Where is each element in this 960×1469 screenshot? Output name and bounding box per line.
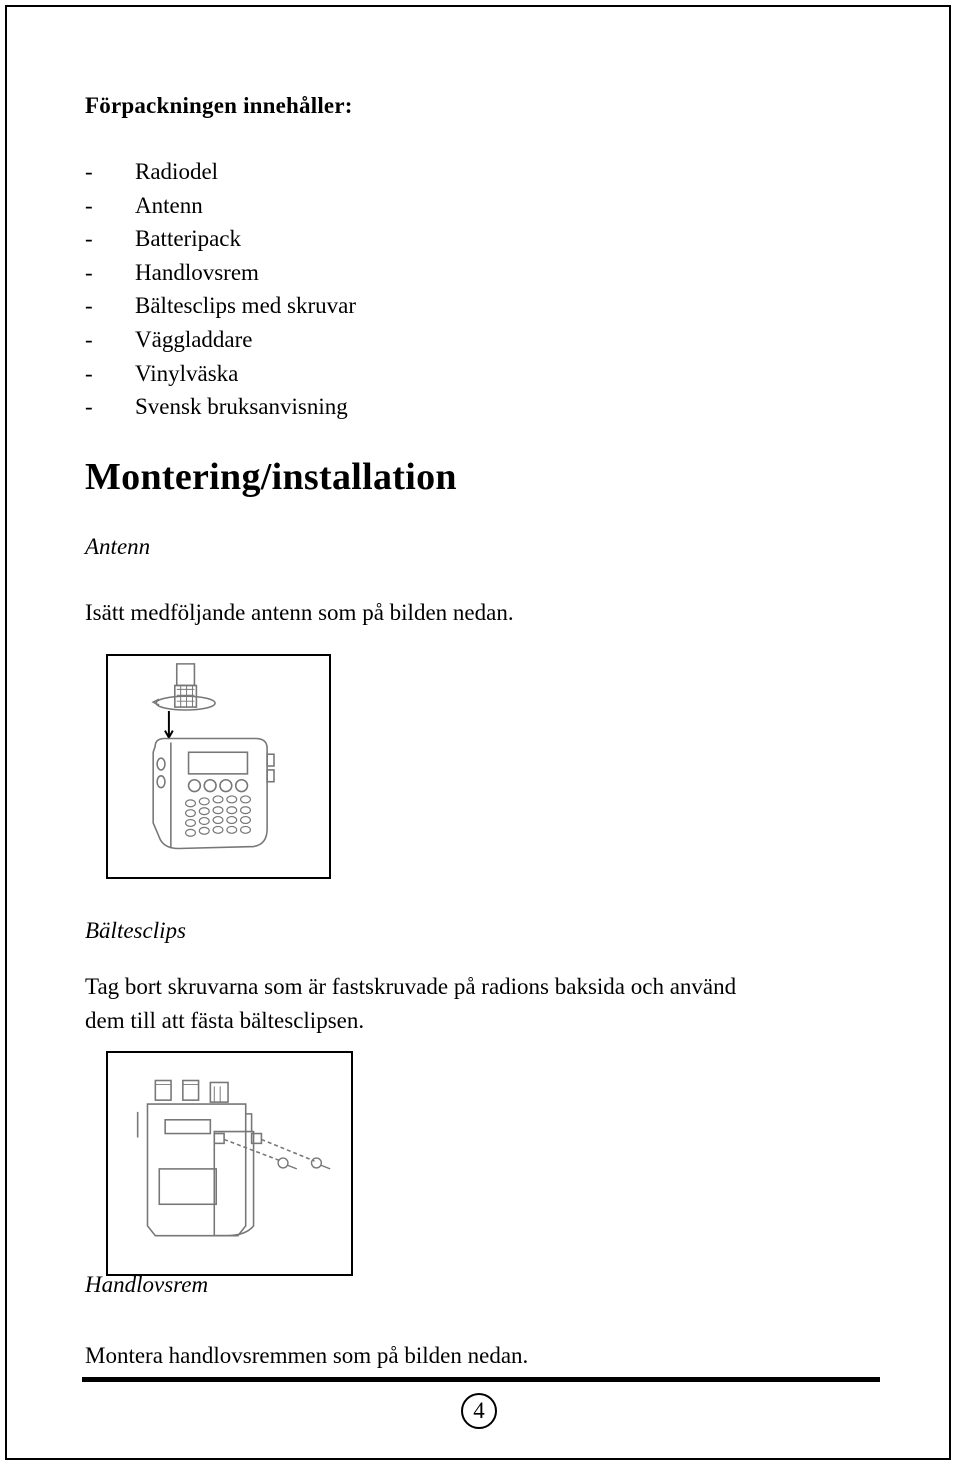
list-item (85, 222, 356, 256)
belt-clip-instruction-line1: Tag bort skruvarna som är fastskruvade på radions baksida och använd (85, 974, 737, 999)
package-contents-list (85, 155, 356, 424)
list-item (85, 323, 356, 357)
list-item-label: Vinylväska (135, 360, 239, 386)
wrist-strap-heading: Handlovsrem (85, 1272, 209, 1297)
list-item-label: Handlovsrem (135, 259, 259, 285)
list-item-label: Batteripack (135, 226, 242, 252)
belt-clip-instruction-line2: dem till att fästa bältesclipsen. (85, 1008, 365, 1033)
list-item-label: Svensk bruksanvisning (135, 394, 348, 420)
list-item-label: Bältesclips med skruvar (135, 293, 357, 319)
wrist-strap-instruction: Montera handlovsremmen som på bilden nedan. (85, 1343, 529, 1368)
list-dash: - (85, 326, 93, 352)
list-dash: - (85, 293, 93, 319)
list-dash: - (85, 226, 93, 252)
antenna-instruction: Isätt medföljande antenn som på bilden nedan. (85, 600, 514, 625)
radio-antenna-drawing (108, 656, 329, 877)
list-item (85, 256, 356, 290)
package-contents-heading: Förpackningen innehåller: (85, 93, 353, 118)
list-dash: - (85, 259, 93, 285)
list-item (85, 189, 356, 223)
list-item-label: Radiodel (135, 159, 219, 184)
installation-title: Montering/installation (85, 456, 457, 498)
list-item (85, 155, 356, 189)
belt-clip-illustration (106, 1051, 353, 1276)
list-dash: - (85, 394, 93, 420)
belt-clip-drawing (108, 1053, 351, 1274)
list-item-label: Antenn (135, 192, 203, 218)
page-number: 4 (461, 1393, 497, 1429)
list-dash: - (85, 192, 93, 218)
belt-clip-heading: Bältesclips (85, 918, 186, 943)
list-item-label: Väggladdare (135, 326, 253, 352)
list-item (85, 357, 356, 391)
list-item (85, 390, 356, 424)
list-dash: - (85, 159, 93, 184)
antenna-illustration (106, 654, 331, 879)
footer-divider (82, 1377, 880, 1382)
list-item (85, 289, 356, 323)
list-dash: - (85, 360, 93, 386)
antenna-heading: Antenn (85, 534, 151, 559)
